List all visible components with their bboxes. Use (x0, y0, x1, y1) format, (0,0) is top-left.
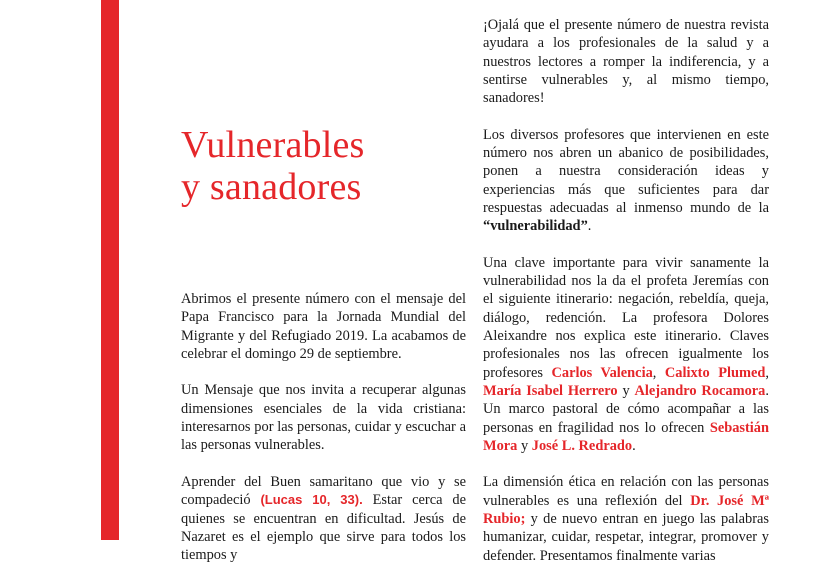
left-paragraph-3 (181, 473, 466, 564)
text-segment: . Un marco pastoral de cómo acompañar a las personas en fragilidad nos lo ofrecen (483, 382, 769, 436)
page-title (181, 124, 365, 208)
right-column (483, 16, 769, 583)
author-name: Sebastián Mora (483, 419, 769, 454)
right-paragraph-4 (483, 473, 769, 564)
emphasis-term: “vulnerabilidad” (483, 218, 588, 235)
author-name: José L. Redrado (531, 437, 633, 454)
author-name: Calixto Plumed (664, 364, 766, 381)
scripture-reference: (Lucas 10, 33). (260, 492, 363, 508)
author-name: Alejandro Rocamora (634, 382, 766, 399)
text-segment: , (652, 364, 665, 381)
text-segment: . (587, 218, 592, 235)
author-name: Dr. José Mª Rubio; (483, 492, 770, 528)
text-segment: La dimensión ética en relación con las personas vulnerables es una reflexión del (483, 474, 769, 509)
text-segment: Estar cerca de quienes se encuentran en dificultad. Jesús de Nazaret es el ejemplo que sirve para todos los tiempos y (181, 492, 466, 564)
author-name: Carlos Valencia (551, 364, 653, 381)
right-paragraph-3 (483, 254, 769, 455)
text-segment: y (617, 382, 635, 399)
text-segment: Los diversos profesores que intervienen en este número nos abren un abanico de posibilidades, ponen a nuestra consideración ideas y experiencias más que suficientes para dar respuestas adecuadas al inmenso mundo de la (483, 126, 769, 216)
right-paragraph-2 (483, 126, 769, 236)
title-line-2: y sanadores (181, 166, 362, 208)
left-column (181, 290, 466, 583)
author-name: María Isabel Herrero (483, 382, 618, 399)
text-segment: , (765, 364, 769, 381)
right-paragraph-1: ¡Ojalá que el presente número de nuestra revista ayudara a los profesionales de la salud y a nuestros lectores a romper la indiferencia, y a sentirse vulnerables y, al mismo tiempo, sanadores! (483, 17, 769, 107)
text-segment: y de nuevo entran en juego las palabras humanizar, cuidar, respetar, integrar, promover y defender. Presentamos finalmente varias (483, 511, 769, 564)
text-segment: . (632, 437, 636, 454)
text-segment: y (517, 437, 532, 454)
red-margin-bar (101, 0, 119, 540)
text-segment: Aprender del Buen samaritano que vio y se compadeció (181, 473, 466, 509)
title-line-1: Vulnerables (181, 124, 365, 166)
text-segment: Una clave importante para vivir sanamente la vulnerabilidad nos la da el profeta Jeremías con el siguiente itinerario: negación, rebeldía, queja, diálogo, redención. La profesora Dolores Aleixandre nos explica este itinerario. Claves profesionales nos las ofrecen igualmente los profesores (483, 254, 769, 381)
left-paragraph-1: Abrimos el presente número con el mensaje del Papa Francisco para la Jornada Mundial del Migrante y del Refugiado 2019. La acabamos de celebrar el domingo 29 de septiembre. (181, 291, 466, 362)
left-paragraph-2: Un Mensaje que nos invita a recuperar algunas dimensiones esenciales de la vida cristiana: interesarnos por las personas, cuidar y escuchar a las personas vulnerables. (181, 382, 466, 454)
